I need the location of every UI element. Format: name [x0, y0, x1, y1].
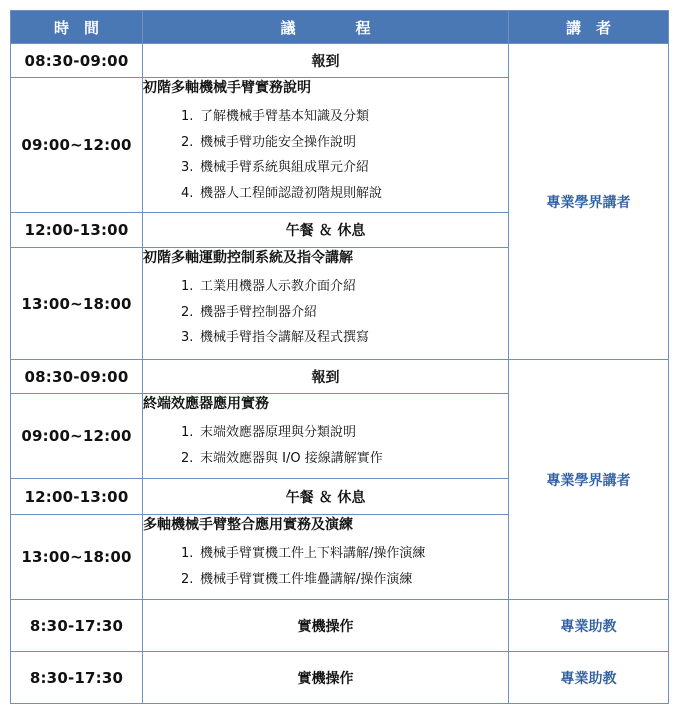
header-agenda: 議 程 — [143, 11, 509, 44]
list-item: 2. 末端效應器與 I/O 接線講解實作 — [181, 450, 383, 466]
agenda-cell — [143, 78, 509, 213]
session-title: 多軸機械手臂整合應用實務及演練 — [143, 517, 353, 533]
list-item: 1. 了解機械手臂基本知識及分類 — [181, 109, 370, 124]
table-row — [11, 360, 669, 394]
list-item: 1. 末端效應器原理與分類說明 — [181, 425, 357, 440]
agenda-cell: 實機操作 — [143, 652, 509, 704]
time-cell: 12:00-13:00 — [11, 479, 143, 515]
speaker-cell: 專業助教 — [509, 600, 669, 652]
header-speaker: 講 者 — [509, 11, 669, 44]
agenda-cell — [143, 248, 509, 360]
agenda-cell: 報到 — [143, 360, 509, 394]
list-item: 1. 機械手臂實機工件上下料講解/操作演練 — [181, 546, 426, 561]
session-title: 終端效應器應用實務 — [143, 396, 269, 412]
list-item: 1. 工業用機器人示教介面介紹 — [181, 279, 357, 294]
time-cell: 09:00~12:00 — [11, 78, 143, 213]
agenda-cell: 午餐 ＆ 休息 — [143, 213, 509, 248]
list-item: 4. 機器人工程師認證初階規則解說 — [181, 185, 383, 201]
list-item: 2. 機器手臂控制器介紹 — [181, 304, 318, 320]
speaker-cell: 專業助教 — [509, 652, 669, 704]
time-cell: 12:00-13:00 — [11, 213, 143, 248]
agenda-cell: 實機操作 — [143, 600, 509, 652]
time-cell: 09:00~12:00 — [11, 394, 143, 479]
header-time: 時 間 — [11, 11, 143, 44]
table-row — [11, 44, 669, 78]
session-title: 初階多軸機械手臂實務說明 — [143, 80, 311, 96]
time-cell: 08:30-09:00 — [11, 360, 143, 394]
time-cell: 13:00~18:00 — [11, 248, 143, 360]
agenda-cell — [143, 515, 509, 600]
speaker-cell: 專業學界講者 — [509, 44, 669, 360]
schedule-table — [10, 10, 669, 704]
agenda-cell — [143, 394, 509, 479]
agenda-cell: 午餐 ＆ 休息 — [143, 479, 509, 515]
agenda-cell: 報到 — [143, 44, 509, 78]
time-cell: 13:00~18:00 — [11, 515, 143, 600]
time-cell: 8:30-17:30 — [11, 600, 143, 652]
list-item: 3. 機械手臂指令講解及程式撰寫 — [181, 330, 370, 345]
list-item: 2. 機械手臂功能安全操作說明 — [181, 134, 357, 150]
list-item: 2. 機械手臂實機工件堆疊講解/操作演練 — [181, 571, 413, 587]
session-title: 初階多軸運動控制系統及指令講解 — [143, 250, 353, 266]
table-row — [11, 600, 669, 652]
list-item: 3. 機械手臂系統與組成單元介紹 — [181, 160, 370, 175]
time-cell: 8:30-17:30 — [11, 652, 143, 704]
speaker-cell: 專業學界講者 — [509, 360, 669, 600]
table-row — [11, 652, 669, 704]
header-row — [11, 11, 669, 44]
time-cell: 08:30-09:00 — [11, 44, 143, 78]
